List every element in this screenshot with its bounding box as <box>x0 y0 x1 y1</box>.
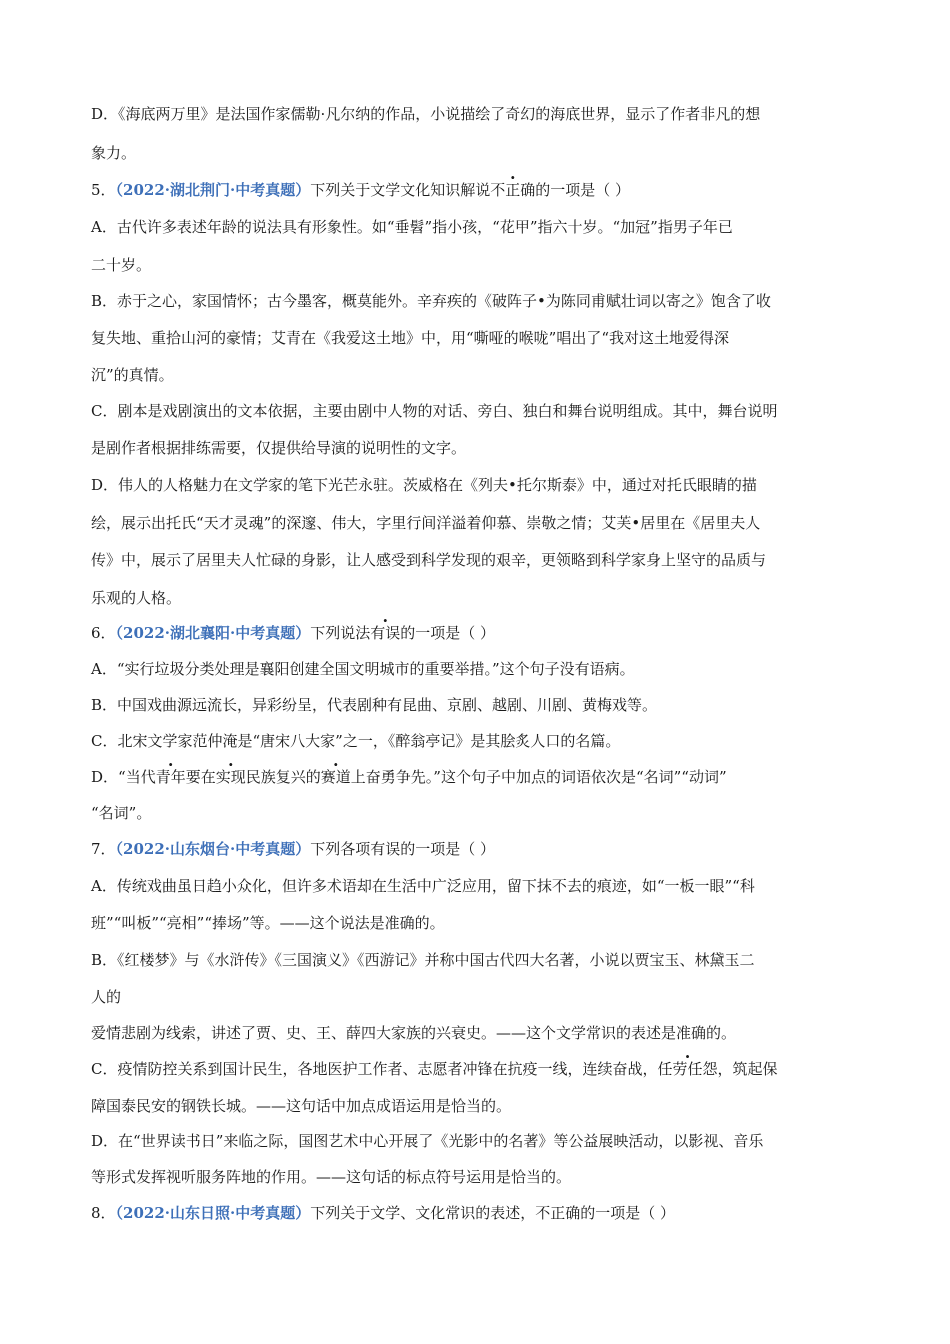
q4-option-d-line1: D．《海底两万里》是法国作家儒勒·凡尔纳的作品，小说描绘了奇幻的海底世界，显示了作者非凡的想 <box>91 105 761 123</box>
q8-stem <box>91 1203 675 1223</box>
q5-emphasized-text: 不正确 <box>490 181 536 199</box>
q7-stem <box>91 839 495 859</box>
q7-option-b-line3: 爱情悲剧为线索，讲述了贾、史、王、薛四大家族的兴衰史。——这个文学常识的表述是准确的。 <box>91 1024 737 1042</box>
q8-source: （2022·山东日照·中考真题） <box>115 1204 311 1222</box>
q6-d-dotted-word-2: 实现 <box>215 768 246 786</box>
q6-option-c: C．北宋文学家范仲淹是“唐宋八大家”之一，《醉翁亭记》是其脍炙人口的名篇。 <box>91 732 621 750</box>
q7-c-text-2: ，筑起保 <box>717 1060 778 1078</box>
q5-option-c-line2: 是剧作者根据排练需要，仅提供给导演的说明性的文字。 <box>91 439 467 457</box>
q7-option-c-line2: 障国泰民安的钢铁长城。——这句话中加点成语运用是恰当的。 <box>91 1097 512 1115</box>
q7-option-d-line1: D．在“世界读书日”来临之际，国图艺术中心开展了《光影中的名著》等公益展映活动，以影视、音乐 <box>91 1132 764 1150</box>
q6-option-a: A．“实行垃圾分类处理是襄阳创建全国文明城市的重要举措。”这个句子没有语病。 <box>91 660 635 678</box>
q5-option-b-line2: 复失地、重拾山河的豪情；艾青在《我爱这土地》中，用“嘶哑的喉咙”唱出了“我对这土地爱得深 <box>91 329 730 347</box>
q5-option-d-line3: 传》中，展示了居里夫人忙碌的身影，让人感受到科学发现的艰辛，更领略到科学家身上坚守的品质与 <box>91 551 767 569</box>
q5-option-c-line1: C．剧本是戏剧演出的文本依据，主要由剧中人物的对话、旁白、独白和舞台说明组成。其中，舞台说明 <box>91 402 778 420</box>
q7-option-a-line1: A．传统戏曲虽日趋小众化，但许多术语却在生活中广泛应用，留下抹不去的痕迹，如“一板一眼”“科 <box>91 877 755 895</box>
q6-d-dotted-word-1: 青年 <box>155 768 186 786</box>
q8-stem-text: 下列关于文学、文化常识的表述，不正确的一项是（ ） <box>310 1204 676 1222</box>
q5-option-a-line1: A．古代许多表述年龄的说法具有形象性。如“垂髫”指小孩，“花甲”指六十岁。“加冠”指男子年已 <box>91 218 733 236</box>
q5-option-d-line1: D．伟人的人格魅力在文学家的笔下光芒永驻。茨威格在《列夫•托尔斯泰》中，通过对托氏眼睛的描 <box>91 476 757 494</box>
q5-stem <box>91 180 630 200</box>
q7-c-text-1: C．疫情防控关系到国计民生，各地医护工作者、志愿者冲锋在抗疫一线，连续奋战， <box>91 1060 658 1078</box>
q6-number: 6． <box>91 624 116 642</box>
q6-stem-text-a: 下列说法 <box>310 624 371 642</box>
q7-option-b-line1: B．《红楼梦》与《水浒传》《三国演义》《西游记》并称中国古代四大名著，小说以贾宝玉、林黛玉二 <box>91 951 755 969</box>
q5-source: （2022·湖北荆门·中考真题） <box>115 181 311 199</box>
q4-option-d-line2: 象力。 <box>91 144 137 162</box>
q7-option-b-line2: 人的 <box>91 988 122 1006</box>
q5-stem-text-a: 下列关于文学文化知识解说 <box>310 181 491 199</box>
q6-option-d-line2: “名词”。 <box>91 804 152 822</box>
q6-emphasized-text: 有误 <box>370 624 401 642</box>
q6-option-d-line1 <box>91 767 727 787</box>
q7-number: 7． <box>91 840 116 858</box>
q7-option-d-line2: 等形式发挥视听服务阵地的作用。——这句话的标点符号运用是恰当的。 <box>91 1168 572 1186</box>
q5-option-b-line3: 沉”的真情。 <box>91 366 174 384</box>
q6-d-text-1: D．“当代 <box>91 768 156 786</box>
q6-option-b: B．中国戏曲源远流长，异彩纷呈，代表剧种有昆曲、京剧、越剧、川剧、黄梅戏等。 <box>91 696 658 714</box>
q6-source: （2022·湖北襄阳·中考真题） <box>115 624 311 642</box>
q7-option-a-line2: 班”“叫板”“亮相”“捧场”等。——这个说法是准确的。 <box>91 914 445 932</box>
q5-option-b-line1: B．赤于之心，家国情怀；古今墨客，概莫能外。辛弃疾的《破阵子•为陈同甫赋壮词以寄之》饱含了收 <box>91 292 771 310</box>
q7-option-c-line1 <box>91 1059 778 1079</box>
q6-d-text-2: 要在 <box>185 768 216 786</box>
q5-number: 5． <box>91 181 116 199</box>
q5-stem-text-b: 的一项是（ ） <box>535 181 631 199</box>
q7-stem-text: 下列各项有误的一项是（ ） <box>310 840 496 858</box>
q6-stem <box>91 623 495 643</box>
q6-stem-text-b: 的一项是（ ） <box>400 624 496 642</box>
q5-option-d-line2: 绘，展示出托氏“天才灵魂”的深邃、伟大，字里行间洋溢着仰慕、崇敬之情；艾芙•居里在《居里夫人 <box>91 514 761 532</box>
q6-d-dotted-word-3: 赛道 <box>320 768 351 786</box>
q6-d-text-3: 民族复兴的 <box>245 768 321 786</box>
q8-number: 8． <box>91 1204 116 1222</box>
q7-c-dotted-idiom: 任劳任怨 <box>657 1060 718 1078</box>
q6-d-text-4: 上奋勇争先。”这个句子中加点的词语依次是“名词”“动词” <box>350 768 727 786</box>
q5-option-a-line2: 二十岁。 <box>91 256 152 274</box>
q5-option-d-line4: 乐观的人格。 <box>91 589 182 607</box>
q7-source: （2022·山东烟台·中考真题） <box>115 840 311 858</box>
